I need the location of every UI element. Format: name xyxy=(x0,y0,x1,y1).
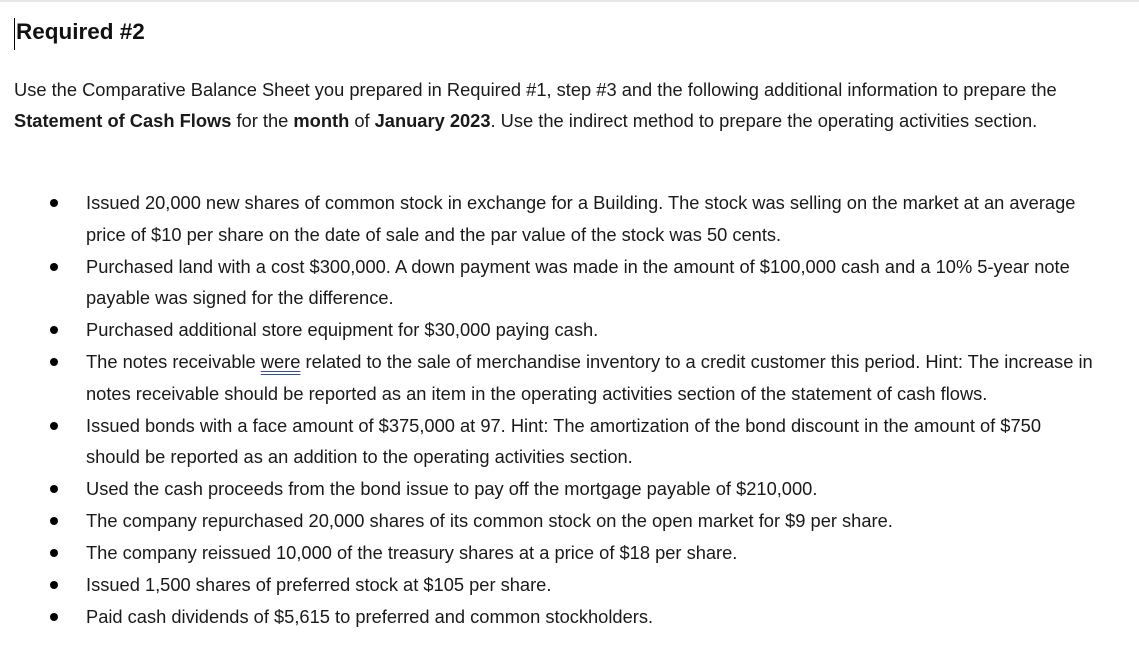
intro-bold-date: January 2023 xyxy=(374,110,491,131)
list-item-text: Purchased land with a cost $300,000. A down payment was made in the amount of $100,000 cash and a 10% 5-year note payable was signed for the difference. xyxy=(86,255,1070,308)
list-item xyxy=(0,410,1098,473)
bullet-dot-icon xyxy=(50,581,58,589)
bullet-dot-icon xyxy=(50,326,58,334)
intro-paragraph xyxy=(14,74,1114,136)
bullet-dot-icon xyxy=(50,517,58,525)
list-item-text: Issued 20,000 new shares of common stock in exchange for a Building. The stock was selling on the market at an average price of $10 per share on the date of sale and the par value of the stock was 50 cents. xyxy=(86,192,1076,245)
list-item xyxy=(0,505,1098,537)
list-item xyxy=(0,346,1098,409)
bullet-dot-icon xyxy=(50,613,58,621)
bullet-dot-icon xyxy=(50,485,58,493)
list-item xyxy=(0,569,1098,601)
list-item-text: Used the cash proceeds from the bond issue to pay off the mortgage payable of $210,000. xyxy=(86,478,818,499)
list-item xyxy=(0,251,1098,314)
intro-text-2: for the xyxy=(231,110,294,131)
intro-bold-month: month xyxy=(293,110,350,131)
list-item-text-pre: The notes receivable xyxy=(86,351,261,372)
bullet-dot-icon xyxy=(50,263,58,271)
list-item-text: Issued bonds with a face amount of $375,000 at 97. Hint: The amortization of the bond discount in the amount of $750 should be reported as an addition to the operating activities section. xyxy=(86,414,1041,467)
page-top-border xyxy=(0,0,1139,2)
bullet-dot-icon xyxy=(50,199,58,207)
bullet-dot-icon xyxy=(50,549,58,557)
list-item xyxy=(0,187,1098,250)
list-item-text: The company repurchased 20,000 shares of its common stock on the open market for $9 per share. xyxy=(86,510,893,531)
additional-info-list xyxy=(0,187,1139,633)
list-item-text: The company reissued 10,000 of the treasury shares at a price of $18 per share. xyxy=(86,542,738,563)
list-item xyxy=(0,314,1098,346)
list-item-text: Purchased additional store equipment for $30,000 paying cash. xyxy=(86,319,599,340)
intro-text-1: Use the Comparative Balance Sheet you prepared in Required #1, step #3 and the following additional information to prepare the xyxy=(14,79,1057,100)
intro-text-3: of xyxy=(349,110,375,131)
list-item xyxy=(0,537,1098,569)
list-item-text: Paid cash dividends of $5,615 to preferred and common stockholders. xyxy=(86,606,654,627)
bullet-dot-icon xyxy=(50,422,58,430)
list-item-text: Issued 1,500 shares of preferred stock at $105 per share. xyxy=(86,574,552,595)
bullet-dot-icon xyxy=(50,358,58,366)
list-item xyxy=(0,601,1098,633)
intro-bold-statement: Statement of Cash Flows xyxy=(14,110,232,131)
page-heading: Required #2 xyxy=(16,19,145,44)
list-item xyxy=(0,473,1098,505)
list-item-text-post: related to the sale of merchandise inventory to a credit customer this period. Hint: The increase in notes receivable should be reported as an item in the operating activities section of the statement of cash flows. xyxy=(86,351,1093,404)
grammar-flagged-word[interactable]: were xyxy=(260,351,301,372)
text-cursor xyxy=(14,18,15,50)
intro-text-4: . Use the indirect method to prepare the operating activities section. xyxy=(490,110,1038,131)
